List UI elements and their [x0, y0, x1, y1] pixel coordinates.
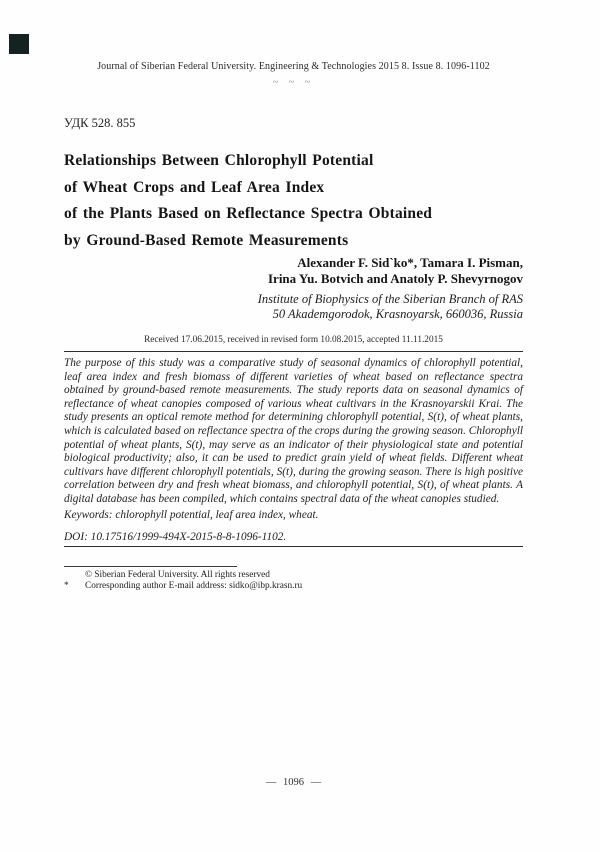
- footnote-asterisk-marker: *: [64, 581, 69, 591]
- corresponding-author-text: Corresponding author E-mail address: sidko@ibp.krasn.ru: [85, 581, 303, 591]
- article-title: [64, 148, 534, 254]
- keywords-line: Keywords: chlorophyll potential, leaf area index, wheat.: [64, 509, 319, 521]
- footnote-rule: [64, 566, 237, 567]
- authors: [64, 255, 523, 286]
- corresponding-author-note: [64, 581, 302, 591]
- corner-scan-mark: [9, 34, 29, 54]
- byline-block: [64, 255, 523, 322]
- doi-line: DOI: 10.17516/1999-494X-2015-8-8-1096-1102.: [64, 531, 287, 543]
- affiliation-line-2: 50 Akademgorodok, Krasnoyarsk, 660036, Russia: [272, 307, 523, 321]
- affiliation: [64, 292, 523, 322]
- authors-line-2: Irina Yu. Botvich and Anatoly P. Shevyrnogov: [267, 270, 523, 286]
- header-ornament: ~ ~ ~: [272, 77, 315, 88]
- received-dates: Received 17.06.2015, received in revised form 10.08.2015, accepted 11.11.2015: [144, 335, 443, 345]
- affiliation-line-1: Institute of Biophysics of the Siberian Branch of RAS: [257, 292, 523, 306]
- udc-code: УДК 528. 855: [64, 116, 136, 130]
- authors-line-1: Alexander F. Sid`ko*, Tamara I. Pisman,: [297, 255, 523, 270]
- abstract-top-rule: [64, 351, 523, 352]
- article-title-line-4: by Ground-Based Remote Measurements: [64, 231, 349, 249]
- article-title-line-1: Relationships Between Chlorophyll Potential: [64, 152, 374, 169]
- page-number: — 1096 —: [265, 777, 322, 788]
- abstract-bottom-rule: [64, 546, 523, 547]
- abstract-text: The purpose of this study was a comparative study of seasonal dynamics of chlorophyll potential, leaf area index and fresh biomass of different varieties of wheat based on reflectance spectra obtained by ground-based remote measurements. The study reports data on seasonal dynamics of reflectance of wheat canopies composed of various wheat cultivars in the Krasnoyarskii Krai. The study presents an optical remote method for determining chlorophyll potential, S(t), of wheat plants, which is calculated based on reflectance spectra of the crops during the growing season. Chlorophyll potential of wheat plants, S(t), may serve as an indicator of their physiological state and potential biological productivity; also, it can be used to predict grain yield of wheat fields. Different wheat cultivars have different chlorophyll potentials, S(t), during the growing season. There is high positive correlation between dry and fresh wheat biomass, and chlorophyll potential, S(t), of wheat plants. A digital database has been compiled, which contains spectral data of the wheat canopies studied.: [64, 357, 523, 505]
- running-head: Journal of Siberian Federal University. Engineering & Technologies 2015 8. Issue 8. 1096-1102: [97, 61, 490, 72]
- article-title-line-3: of the Plants Based on Reflectance Spectra Obtained: [64, 205, 433, 222]
- article-title-line-2: of Wheat Crops and Leaf Area Index: [64, 178, 325, 196]
- copyright-notice: © Siberian Federal University. All rights reserved: [85, 570, 270, 580]
